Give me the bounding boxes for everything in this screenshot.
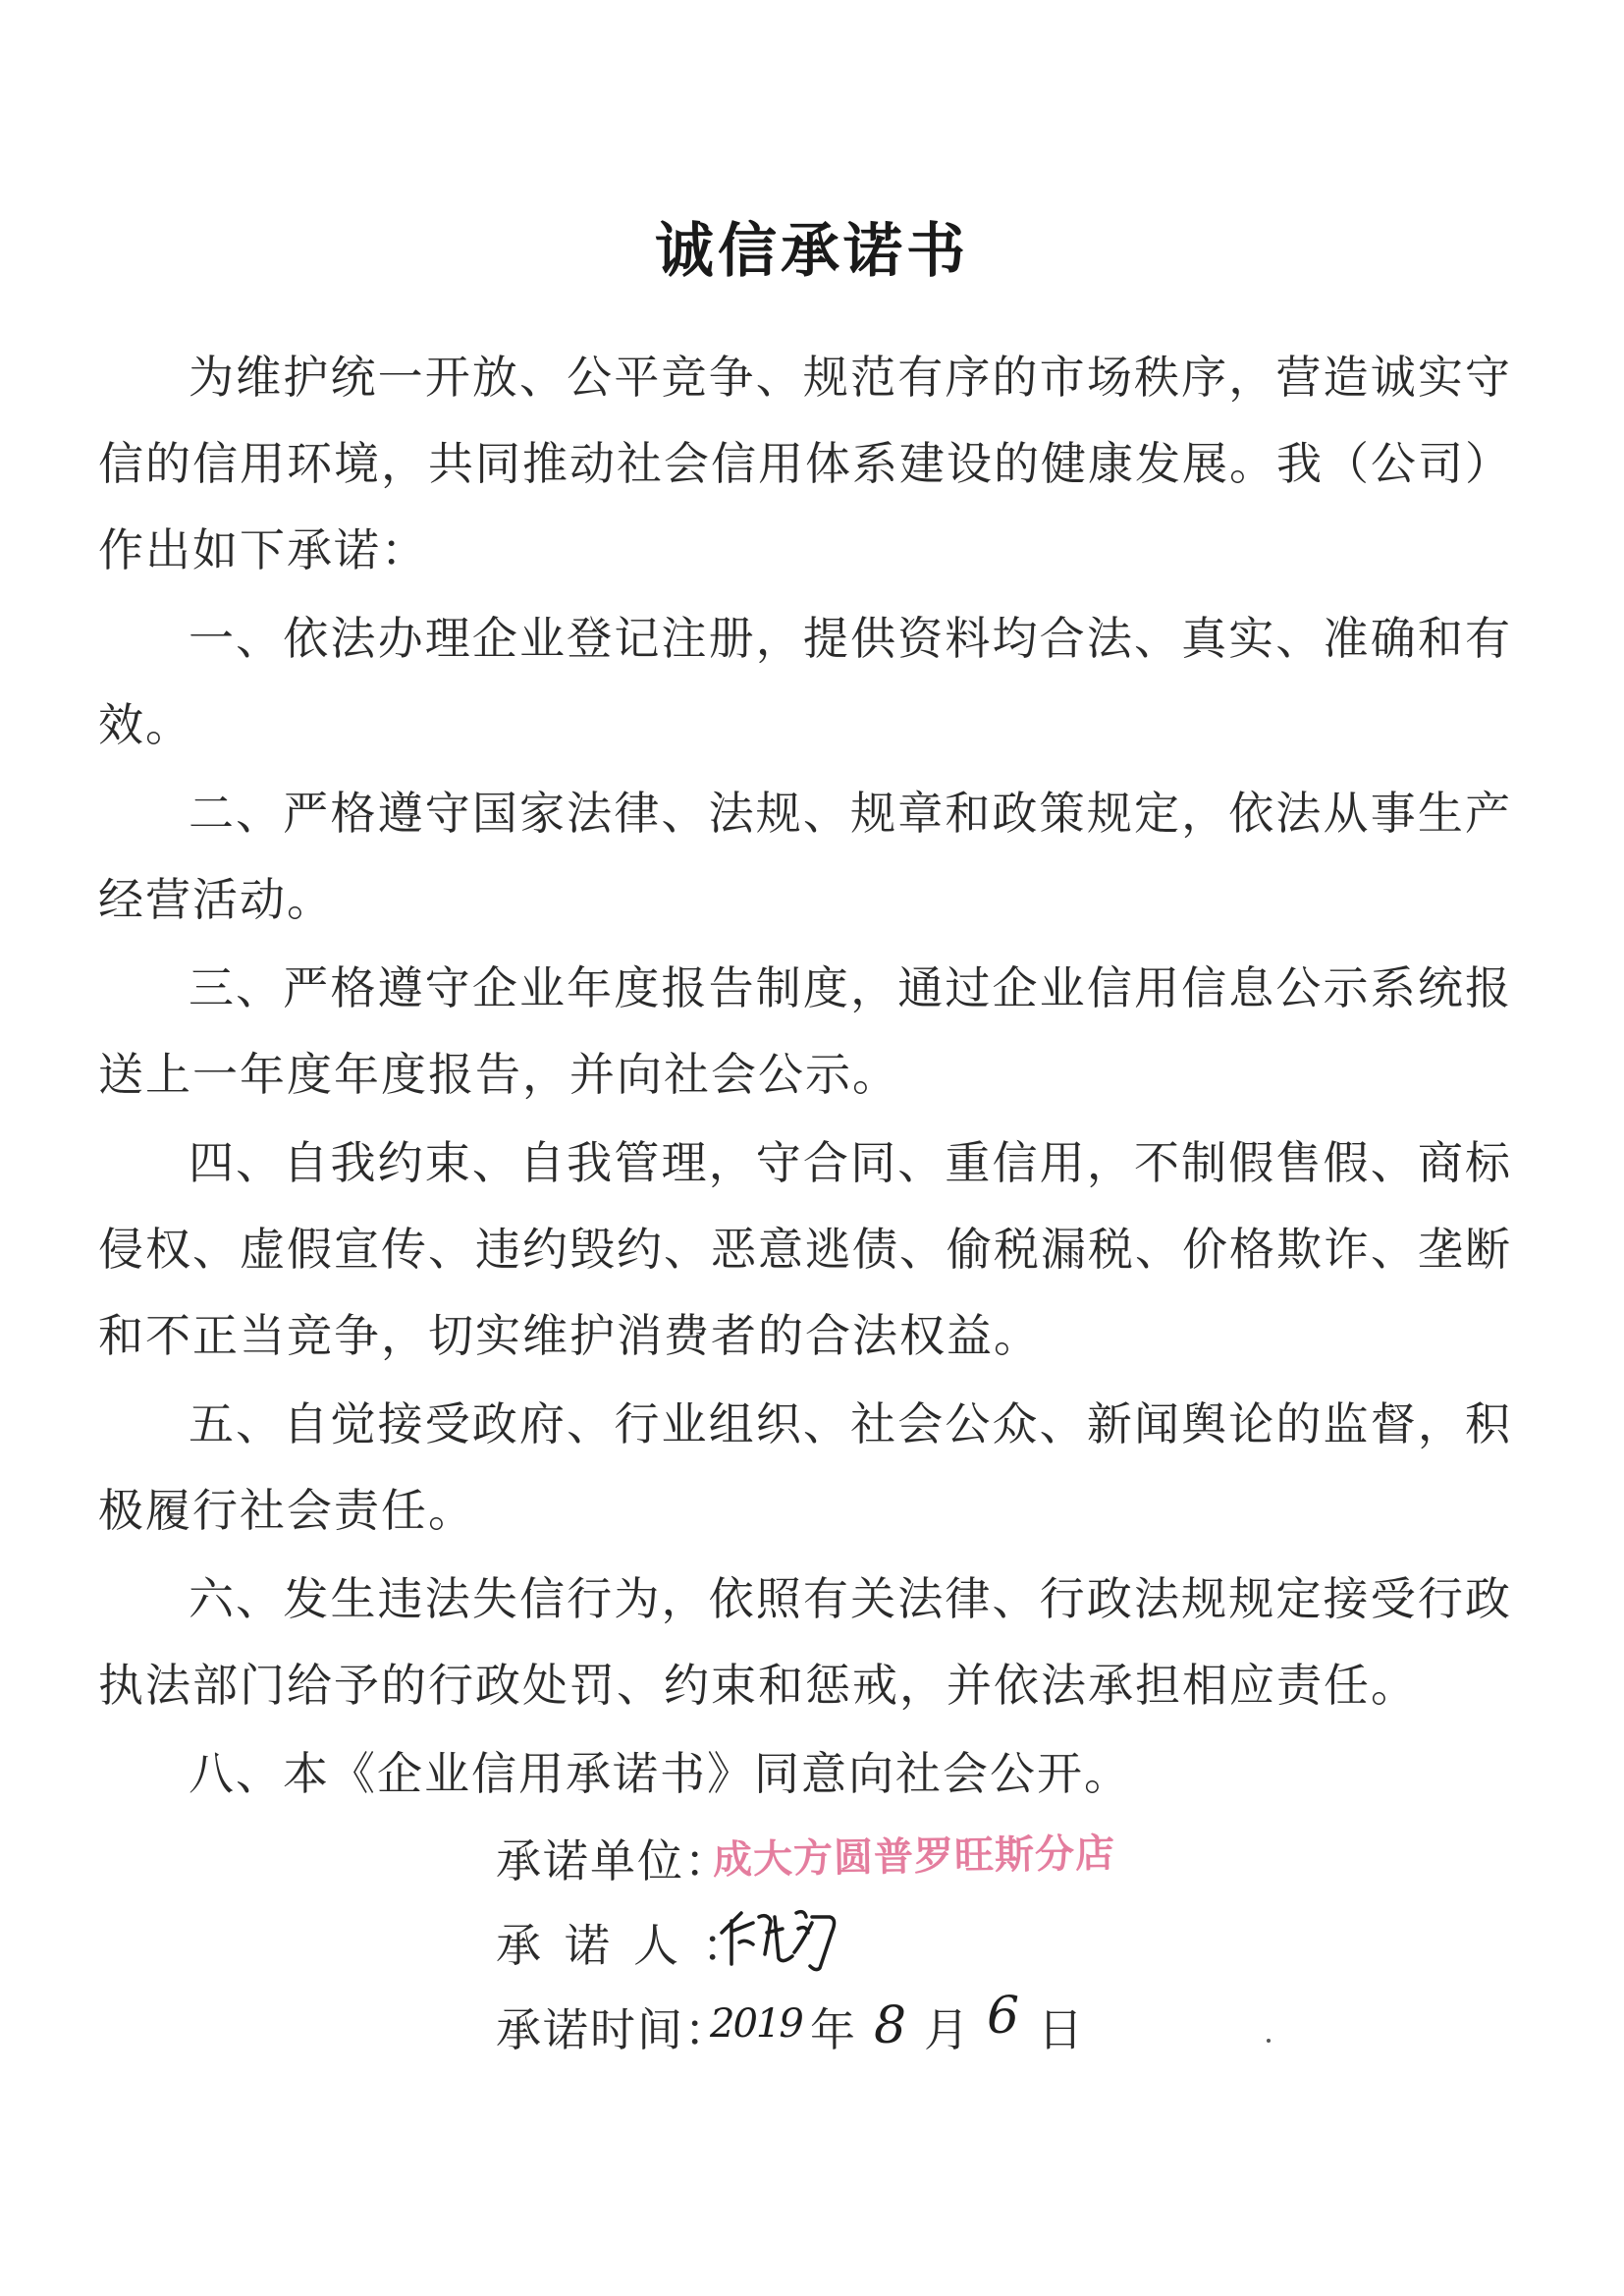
paragraph-intro: 为维护统一开放、公平竞争、规范有序的市场秩序，营造诚实守信的信用环境，共同推动社会信用体系建设的健康发展。我（公司）作出如下承诺： bbox=[98, 351, 1512, 576]
paragraph-item-1: 一、依法办理企业登记注册，提供资料均合法、真实、准确和有效。 bbox=[98, 612, 1512, 751]
month-unit: 月 bbox=[924, 2003, 969, 2056]
paragraph-item-8: 八、本《企业信用承诺书》同意向社会公开。 bbox=[189, 1747, 1131, 1800]
company-stamp: 成大方圆普罗旺斯分店 bbox=[712, 1831, 1116, 1883]
handwritten-month: 8 bbox=[874, 1996, 907, 2055]
document-body bbox=[98, 334, 1512, 1817]
person-label: 承诺人： bbox=[496, 1919, 771, 1972]
paragraph-item-5: 五、自觉接受政府、行业组织、社会公众、新闻舆论的监督，积极履行社会责任。 bbox=[98, 1397, 1512, 1537]
day-unit: 日 bbox=[1038, 2003, 1083, 2056]
signature-block bbox=[496, 1819, 1116, 2072]
paragraph-item-6: 六、发生违法失信行为，依照有关法律、行政法规规定接受行政执法部门给予的行政处罚、约束和惩戒，并依法承担相应责任。 bbox=[98, 1572, 1512, 1712]
paragraph-item-3: 三、严格遵守企业年度报告制度，通过企业信用信息公示系统报送上一年度年度报告，并向社会公示。 bbox=[98, 961, 1512, 1101]
time-row bbox=[496, 1987, 1083, 2072]
unit-label: 承诺单位： bbox=[496, 1834, 731, 1887]
time-label: 承诺时间： bbox=[496, 2003, 731, 2056]
person-row bbox=[496, 1903, 771, 1988]
scan-speck bbox=[1267, 2039, 1271, 2043]
handwritten-day: 6 bbox=[987, 1987, 1020, 2046]
document-title: 诚信承诺书 bbox=[655, 217, 969, 286]
handwritten-year: 2019 bbox=[710, 2001, 802, 2047]
year-unit: 年 bbox=[810, 2003, 855, 2056]
paragraph-item-4: 四、自我约束、自我管理，守合同、重信用，不制假售假、商标侵权、虚假宣传、违约毁约、恶意逃债、偷税漏税、价格欺诈、垄断和不正当竞争，切实维护消费者的合法权益。 bbox=[98, 1136, 1512, 1362]
handwritten-signature bbox=[702, 1874, 849, 1982]
paragraph-item-2: 二、严格遵守国家法律、法规、规章和政策规定，依法从事生产经营活动。 bbox=[98, 787, 1512, 926]
